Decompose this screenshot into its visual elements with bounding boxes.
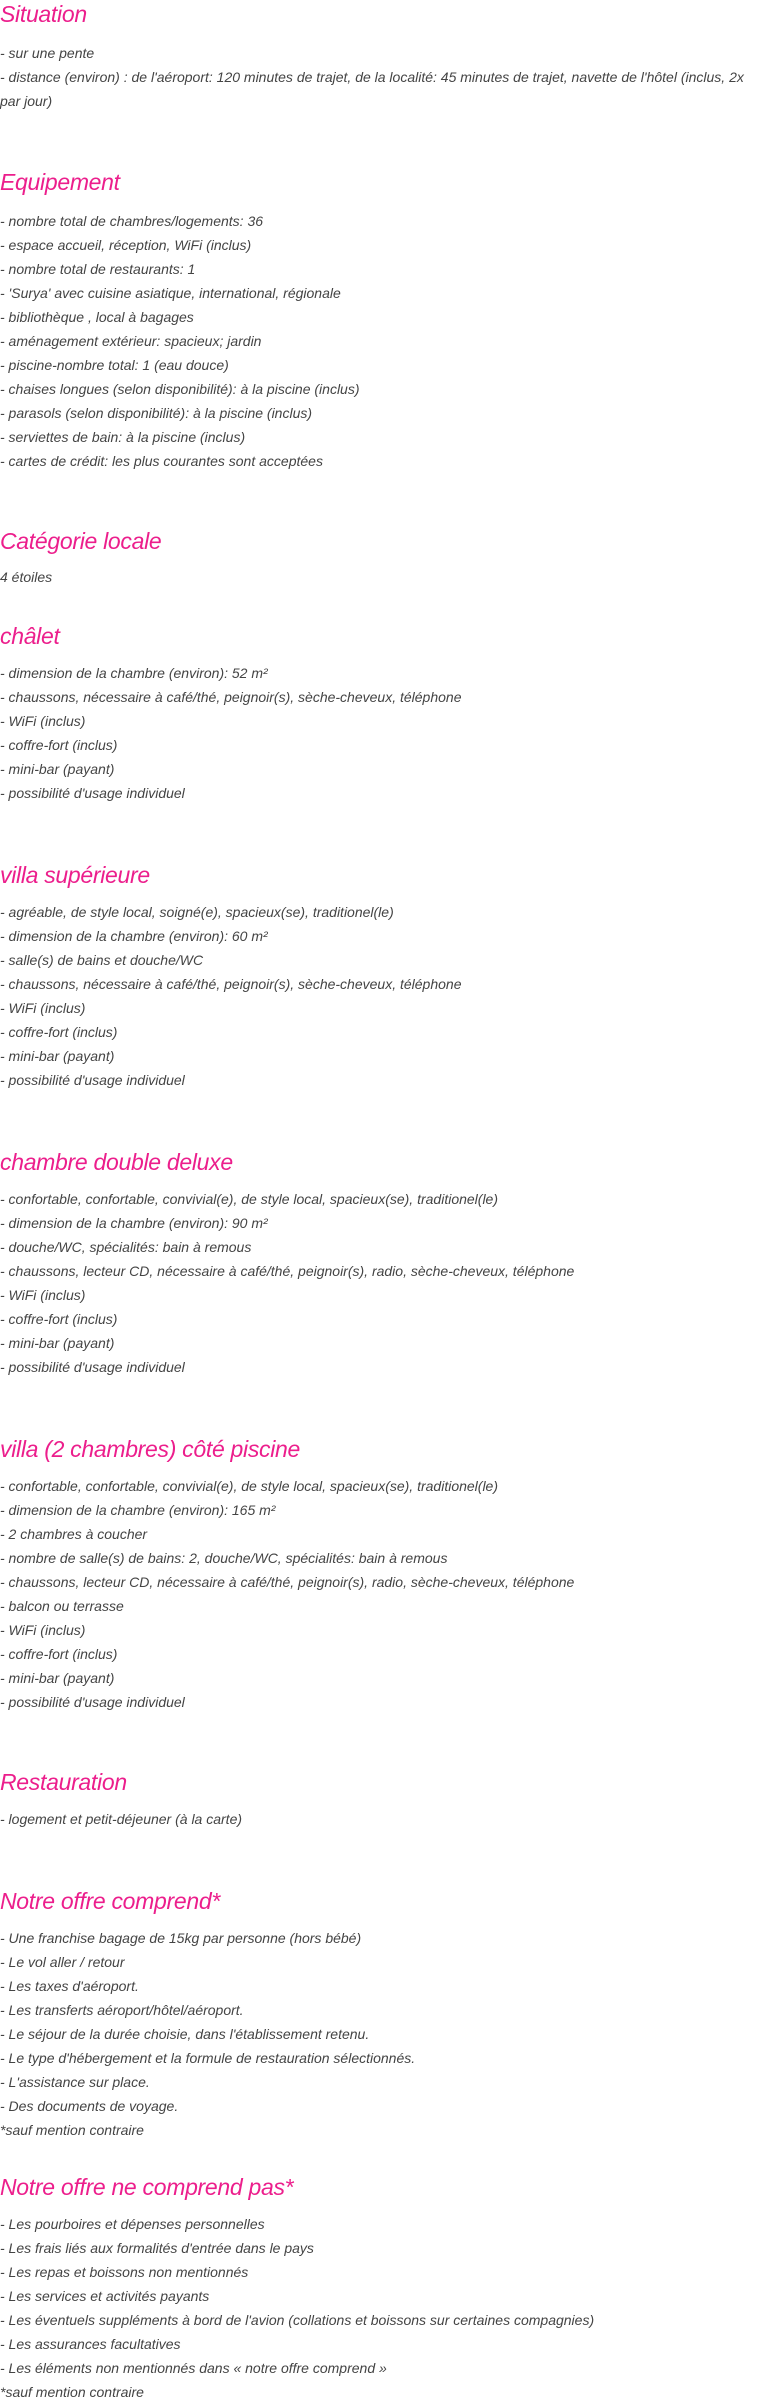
section-offre-ne-comprend-pas: [0, 2173, 758, 2404]
list-item: - confortable, confortable, convivial(e), de style local, spacieux(se), traditionel(le): [0, 1478, 499, 1494]
list-item: - possibilité d'usage individuel: [0, 1072, 185, 1088]
list-item: - piscine-nombre total: 1 (eau douce): [0, 357, 229, 373]
list-item: - salle(s) de bains et douche/WC: [0, 952, 204, 968]
section-villa-2-chambres: [0, 1435, 758, 1714]
list-item: - chaussons, nécessaire à café/thé, peignoir(s), sèche-cheveux, téléphone: [0, 689, 462, 705]
list-item: - coffre-fort (inclus): [0, 1311, 118, 1327]
list-item: - Les repas et boissons non mentionnés: [0, 2264, 249, 2280]
list-item: - confortable, confortable, convivial(e), de style local, spacieux(se), traditionel(le): [0, 1191, 499, 1207]
list-item: - Une franchise bagage de 15kg par personne (hors bébé): [0, 1930, 362, 1946]
section-title: Notre offre ne comprend pas*: [0, 2174, 294, 2200]
list-item: - possibilité d'usage individuel: [0, 785, 185, 801]
section-villa-superieure: [0, 861, 758, 1092]
section-title: chambre double deluxe: [0, 1149, 233, 1175]
list-item: - mini-bar (payant): [0, 1670, 115, 1686]
list-item: - nombre de salle(s) de bains: 2, douche/WC, spécialités: bain à remous: [0, 1550, 448, 1566]
list-item: - sur une pente: [0, 45, 95, 61]
list-item: - serviettes de bain: à la piscine (inclus): [0, 429, 246, 445]
list-item: - possibilité d'usage individuel: [0, 1694, 185, 1710]
section-offre-comprend: [0, 1887, 758, 2142]
list-item: - Les taxes d'aéroport.: [0, 1978, 139, 1994]
list-item: - WiFi (inclus): [0, 1000, 86, 1016]
section-title: Catégorie locale: [0, 528, 162, 554]
list-item: - nombre total de chambres/logements: 36: [0, 213, 264, 229]
list-item: - distance (environ) : de l'aéroport: 120 minutes de trajet, de la localité: 45 minutes de trajet, navette de l'hôtel (inclus, 2x par jour): [0, 69, 744, 109]
list-item: - logement et petit-déjeuner (à la carte): [0, 1811, 243, 1827]
list-item: - coffre-fort (inclus): [0, 737, 118, 753]
list-item: - Le séjour de la durée choisie, dans l'établissement retenu.: [0, 2026, 370, 2042]
section-lines: [0, 661, 758, 805]
list-item: - mini-bar (payant): [0, 761, 115, 777]
list-item: - chaussons, lecteur CD, nécessaire à café/thé, peignoir(s), radio, sèche-cheveux, téléphone: [0, 1574, 575, 1590]
section-title: Restauration: [0, 1769, 127, 1795]
section-lines: [0, 565, 758, 589]
section-title: Situation: [0, 1, 87, 27]
section-lines: [0, 2212, 758, 2404]
list-item: - mini-bar (payant): [0, 1048, 115, 1064]
list-item: - cartes de crédit: les plus courantes sont acceptées: [0, 453, 323, 469]
section-lines: [0, 900, 758, 1092]
list-item: - 'Surya' avec cuisine asiatique, international, régionale: [0, 285, 341, 301]
section-restauration: [0, 1768, 758, 1831]
list-item: - WiFi (inclus): [0, 713, 86, 729]
list-item: - Le type d'hébergement et la formule de restauration sélectionnés.: [0, 2050, 416, 2066]
list-item: - Des documents de voyage.: [0, 2098, 179, 2114]
list-item: - parasols (selon disponibilité): à la piscine (inclus): [0, 405, 313, 421]
list-item: - dimension de la chambre (environ): 165 m²: [0, 1502, 276, 1518]
list-item: - nombre total de restaurants: 1: [0, 261, 196, 277]
list-item: - Les frais liés aux formalités d'entrée dans le pays: [0, 2240, 314, 2256]
list-item: - WiFi (inclus): [0, 1287, 86, 1303]
section-title: châlet: [0, 623, 60, 649]
section-lines: [0, 209, 758, 473]
list-item: - chaises longues (selon disponibilité): à la piscine (inclus): [0, 381, 360, 397]
list-item: - agréable, de style local, soigné(e), spacieux(se), traditionel(le): [0, 904, 394, 920]
list-item: - WiFi (inclus): [0, 1622, 86, 1638]
section-chalet: [0, 622, 758, 805]
section-title: Notre offre comprend*: [0, 1888, 220, 1914]
list-item: - Les éléments non mentionnés dans « notre offre comprend »: [0, 2360, 387, 2376]
footnote: *sauf mention contraire: [0, 2122, 144, 2138]
list-item: - Les assurances facultatives: [0, 2336, 181, 2352]
list-item: - mini-bar (payant): [0, 1335, 115, 1351]
footnote: *sauf mention contraire: [0, 2384, 144, 2400]
list-item: - chaussons, nécessaire à café/thé, peignoir(s), sèche-cheveux, téléphone: [0, 976, 462, 992]
list-item: - espace accueil, réception, WiFi (inclus): [0, 237, 252, 253]
list-item: - Les services et activités payants: [0, 2288, 210, 2304]
section-categorie-locale: [0, 527, 758, 589]
list-item: - aménagement extérieur: spacieux; jardin: [0, 333, 262, 349]
list-item: - Les éventuels suppléments à bord de l'avion (collations et boissons sur certaines compagnies): [0, 2312, 595, 2328]
list-item: - bibliothèque , local à bagages: [0, 309, 194, 325]
list-item: - possibilité d'usage individuel: [0, 1359, 185, 1375]
list-item: - chaussons, lecteur CD, nécessaire à café/thé, peignoir(s), radio, sèche-cheveux, téléphone: [0, 1263, 575, 1279]
section-title: villa supérieure: [0, 862, 150, 888]
list-item: - dimension de la chambre (environ): 52 m²: [0, 665, 268, 681]
list-item: - coffre-fort (inclus): [0, 1646, 118, 1662]
list-item: - dimension de la chambre (environ): 90 m²: [0, 1215, 268, 1231]
section-lines: [0, 41, 758, 113]
list-item: - L'assistance sur place.: [0, 2074, 150, 2090]
section-title: villa (2 chambres) côté piscine: [0, 1436, 301, 1462]
list-item: 4 étoiles: [0, 569, 53, 585]
list-item: - douche/WC, spécialités: bain à remous: [0, 1239, 252, 1255]
section-title: Equipement: [0, 169, 120, 195]
list-item: - coffre-fort (inclus): [0, 1024, 118, 1040]
list-item: - balcon ou terrasse: [0, 1598, 124, 1614]
section-chambre-double-deluxe: [0, 1148, 758, 1379]
section-lines: [0, 1926, 758, 2142]
list-item: - Le vol aller / retour: [0, 1954, 125, 1970]
list-item: - Les pourboires et dépenses personnelles: [0, 2216, 265, 2232]
section-situation: [0, 0, 758, 113]
list-item: - dimension de la chambre (environ): 60 m²: [0, 928, 268, 944]
section-lines: [0, 1187, 758, 1379]
section-lines: [0, 1807, 758, 1831]
list-item: - Les transferts aéroport/hôtel/aéroport.: [0, 2002, 244, 2018]
section-lines: [0, 1474, 758, 1714]
list-item: - 2 chambres à coucher: [0, 1526, 148, 1542]
section-equipement: [0, 168, 758, 473]
